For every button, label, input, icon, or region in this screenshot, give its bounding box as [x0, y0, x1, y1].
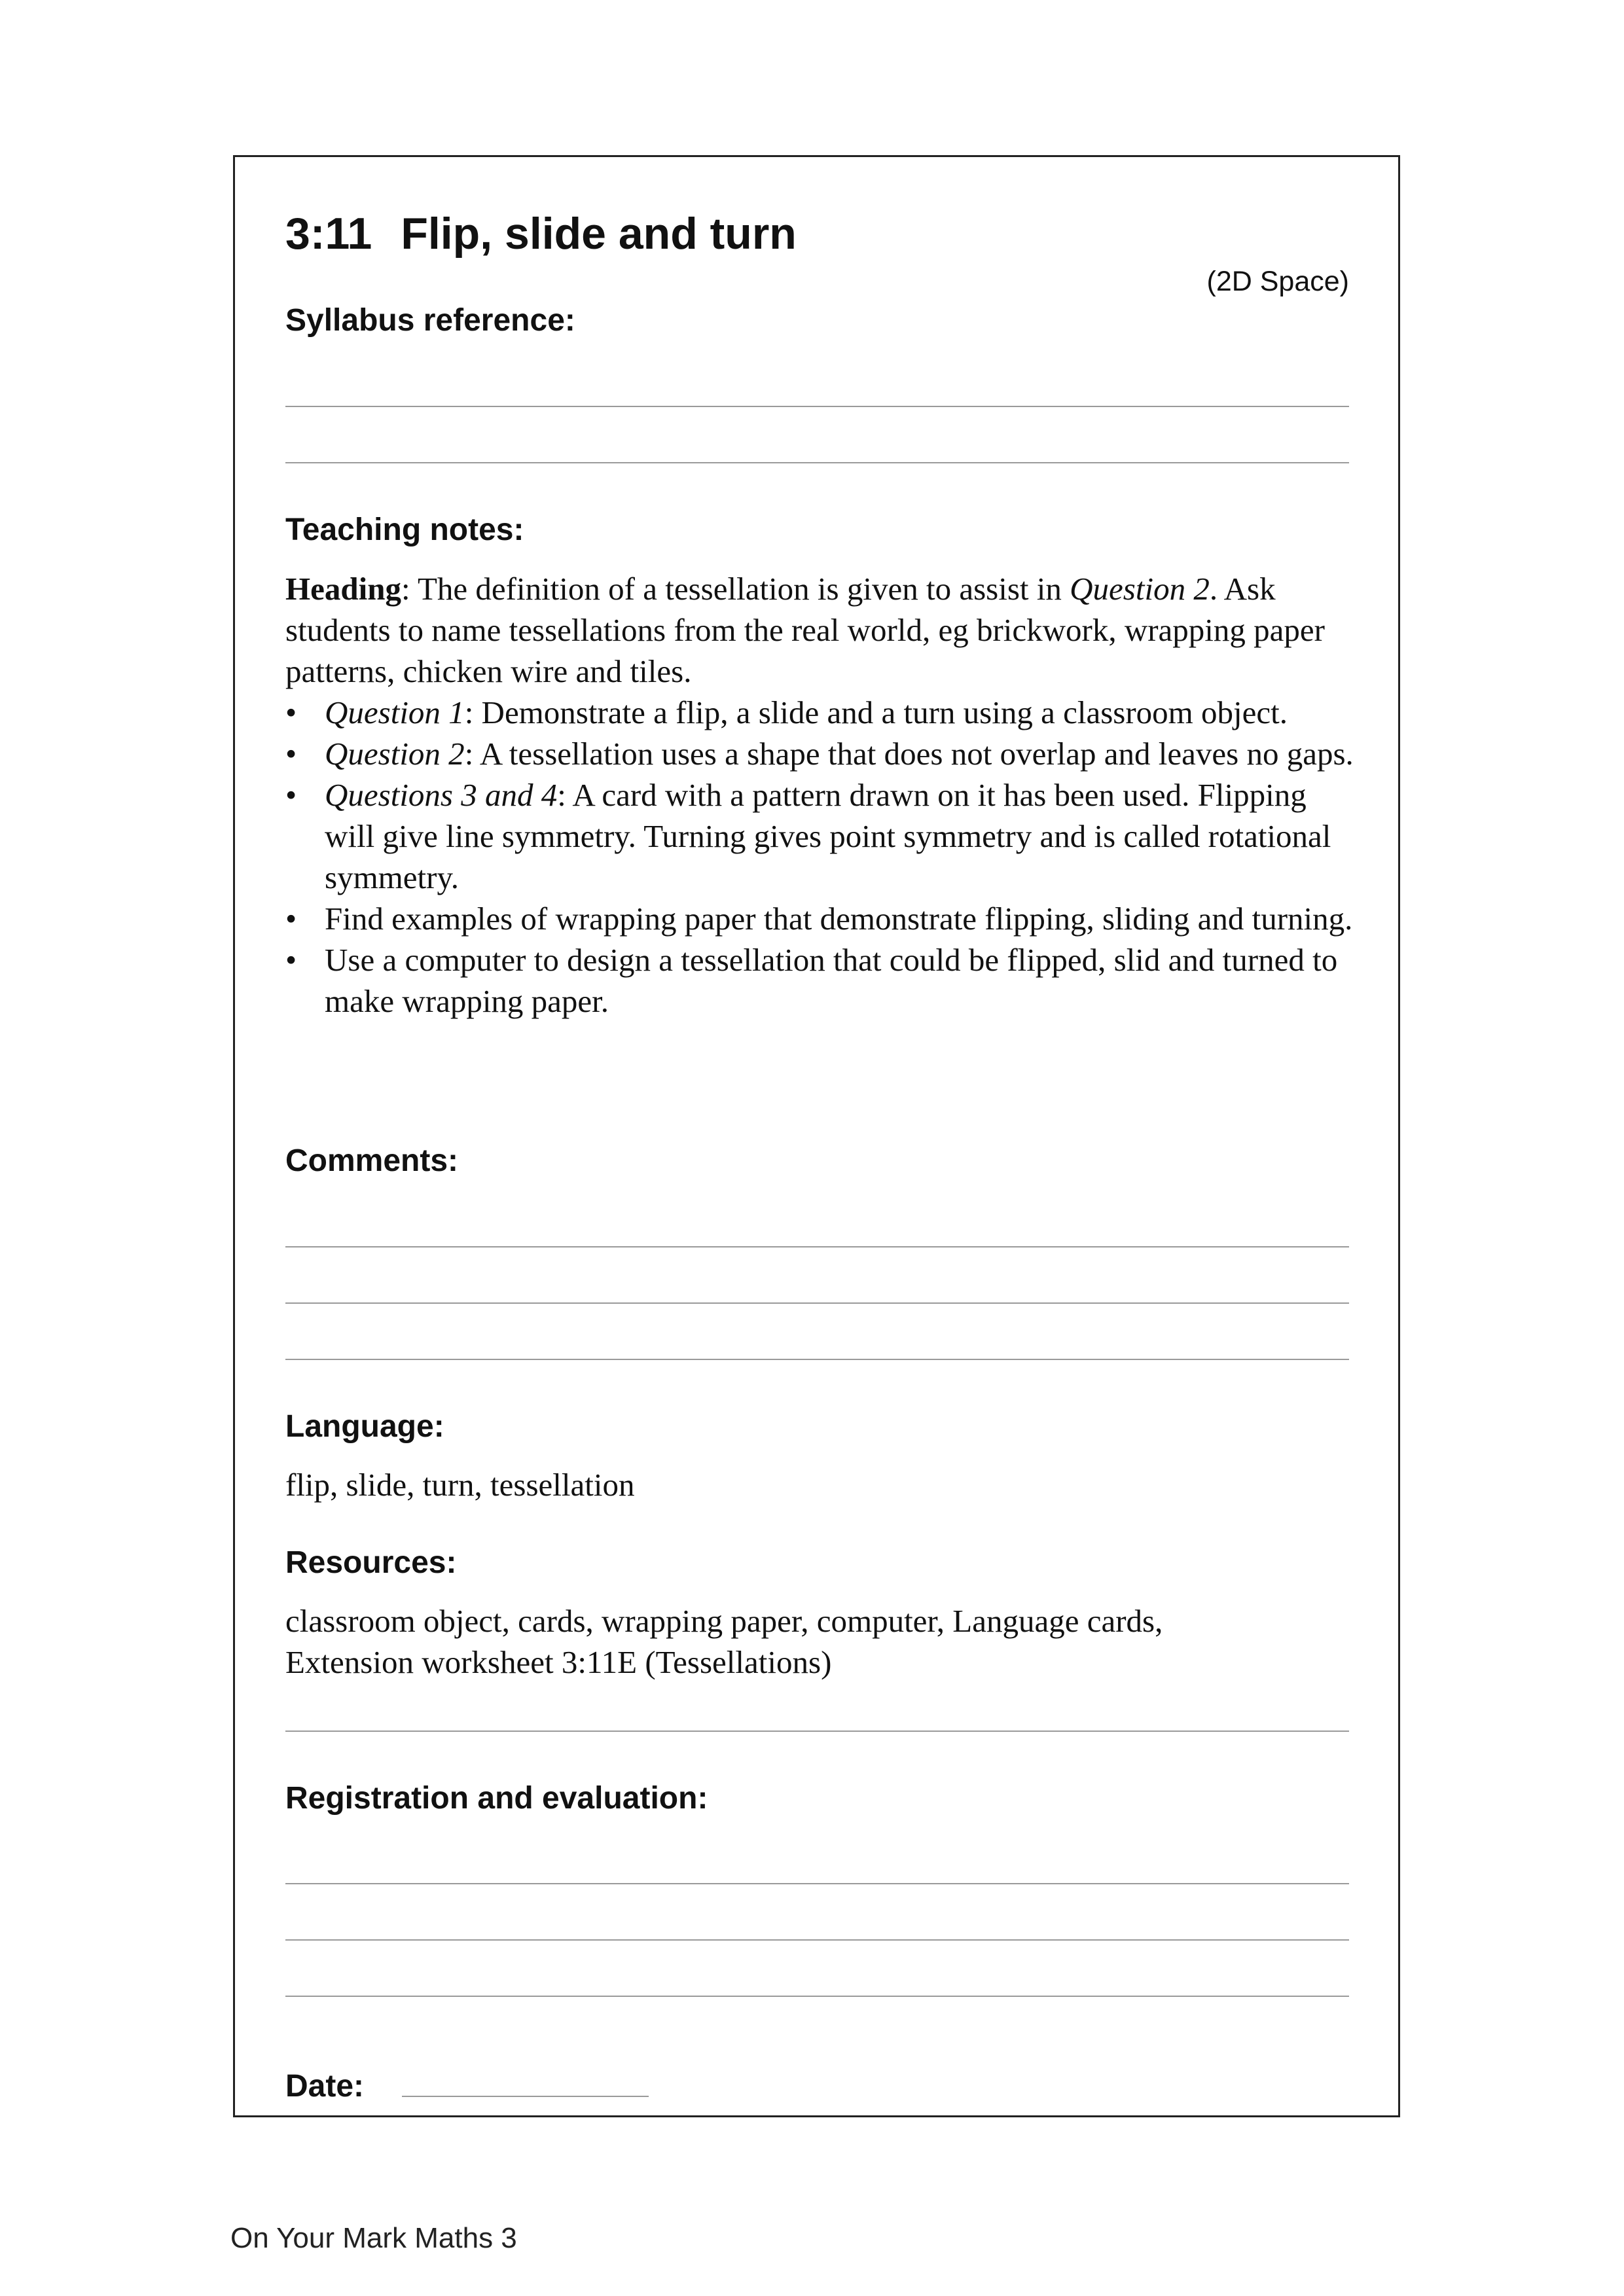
list-item: • Questions 3 and 4: A card with a pattern drawn on it has been used. Flipping will give line symmetry. Turning gives point symmetry and is called rotational symmetry.: [285, 777, 1331, 895]
category-label: (2D Space): [1206, 266, 1349, 297]
syllabus-line-1: [285, 406, 1349, 407]
list-item: • Use a computer to design a tessellation that could be flipped, slid and turned to make wrapping paper.: [285, 942, 1338, 1019]
language-text: flip, slide, turn, tessellation: [285, 1467, 635, 1503]
lesson-title: Flip, slide and turn: [401, 209, 797, 259]
language-heading: Language:: [285, 1409, 444, 1444]
teaching-notes-list: [285, 692, 1359, 1022]
syllabus-line-2: [285, 462, 1349, 463]
page-footer: On Your Mark Maths 3: [230, 2222, 517, 2254]
syllabus-heading: Syllabus reference:: [285, 303, 575, 338]
teaching-notes-intro: Heading: The definition of a tessellation is given to assist in Question 2. Ask students to name tessellations from the real world, eg brickwork, wrapping paper patterns, chicken wire and tiles.: [285, 571, 1325, 689]
list-item: • Find examples of wrapping paper that demonstrate flipping, sliding and turning.: [285, 901, 1353, 937]
comments-line-1: [285, 1246, 1349, 1247]
resources-line: [285, 1731, 1349, 1732]
date-field-line[interactable]: [402, 2096, 649, 2097]
comments-heading: Comments:: [285, 1143, 459, 1178]
resources-heading: Resources:: [285, 1545, 457, 1580]
resources-text: classroom object, cards, wrapping paper, computer, Language cards, Extension worksheet 3:11E (Tessellations): [285, 1603, 1163, 1680]
teaching-notes-heading: Teaching notes:: [285, 512, 524, 547]
registration-line-3: [285, 1996, 1349, 1997]
list-item: • Question 2: A tessellation uses a shape that does not overlap and leaves no gaps.: [285, 736, 1354, 772]
date-label: Date:: [285, 2069, 365, 2104]
comments-line-3: [285, 1359, 1349, 1360]
registration-heading: Registration and evaluation:: [285, 1781, 708, 1816]
lesson-number: 3:11: [285, 209, 372, 259]
worksheet-frame: [233, 155, 1400, 2117]
teaching-notes-body: [285, 568, 1359, 1022]
page-title: [285, 208, 797, 259]
intro-bold: Heading: [285, 571, 401, 607]
list-item: • Question 1: Demonstrate a flip, a slide and a turn using a classroom object.: [285, 694, 1288, 730]
comments-line-2: [285, 1302, 1349, 1304]
registration-line-1: [285, 1883, 1349, 1884]
registration-line-2: [285, 1939, 1349, 1941]
